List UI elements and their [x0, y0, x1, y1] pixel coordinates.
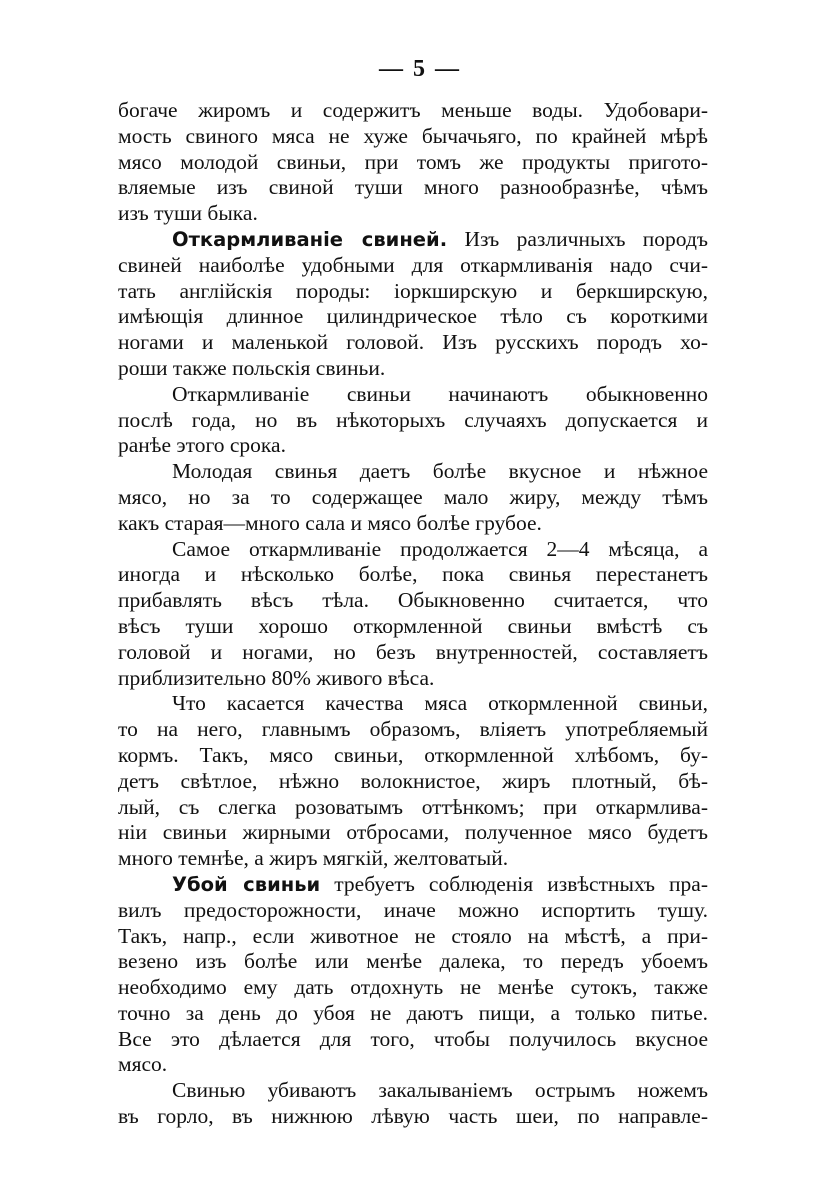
- text-line: мясо.: [118, 1052, 168, 1077]
- text-line: вляемые изъ свиной туши много разнообразнѣе, чѣмъ: [118, 175, 708, 200]
- section-heading: Откармливаніе свиней.: [172, 227, 448, 251]
- text-line: послѣ года, но въ нѣкоторыхъ случаяхъ допускается и: [118, 407, 708, 432]
- text-line: приблизительно 80% живого вѣса.: [118, 665, 435, 690]
- text-line: ногами и маленькой головой. Изъ русскихъ породъ хо-: [118, 330, 708, 355]
- text-line: точно за день до убоя не даютъ пищи, а только питье.: [118, 1000, 708, 1025]
- text-line: имѣющія длинное цилиндрическое тѣло съ короткими: [118, 304, 708, 329]
- text-line: Молодая свинья даетъ болѣе вкусное и нѣжное: [172, 459, 708, 484]
- page-number: — 5 —: [379, 56, 461, 82]
- text-line: Свинью убиваютъ закалываніемъ острымъ ножемъ: [172, 1078, 708, 1103]
- text-run: Изъ различныхъ породъ: [447, 226, 708, 251]
- text-line: тать англійскія породы: іоркширскую и беркширскую,: [118, 278, 708, 303]
- text-line: Откармливаніе свиньи начинаютъ обыкновенно: [172, 381, 708, 406]
- text-line: ранѣе этого срока.: [118, 433, 286, 458]
- text-line: въ горло, въ нижнюю лѣвую часть шеи, по направле-: [118, 1104, 708, 1129]
- text-line: мость свиного мяса не хуже бычачьяго, по крайней мѣрѣ: [118, 123, 708, 148]
- text-line: [118, 872, 708, 898]
- text-line: свиней наиболѣе удобными для откармливанія надо счи-: [118, 252, 708, 277]
- text-line: лый, съ слегка розоватымъ оттѣнкомъ; при откармлива-: [118, 794, 708, 819]
- text-line: Такъ, напр., если животное не стояло на мѣстѣ, а при-: [118, 923, 708, 948]
- text-line: ніи свиньи жирными отбросами, полученное мясо будетъ: [118, 820, 708, 845]
- text-line: какъ старая—много сала и мясо болѣе грубое.: [118, 510, 542, 535]
- text-line: то на него, главнымъ образомъ, вліяетъ употребляемый: [118, 717, 708, 742]
- text-line: мясо, но за то содержащее мало жиру, между тѣмъ: [118, 484, 708, 509]
- text-line: Самое откармливаніе продолжается 2—4 мѣсяца, а: [172, 536, 708, 561]
- text-line: прибавлять вѣсъ тѣла. Обыкновенно считается, что: [118, 588, 708, 613]
- text-line: везено изъ болѣе или менѣе далека, то передъ убоемъ: [118, 949, 708, 974]
- body-text: [118, 98, 708, 1130]
- text-line: головой и ногами, но безъ внутренностей, составляетъ: [118, 639, 708, 664]
- text-line: вилъ предосторожности, иначе можно испортить тушу.: [118, 897, 708, 922]
- text-line: Все это дѣлается для того, чтобы получилось вкусное: [118, 1026, 708, 1051]
- text-line: богаче жиромъ и содержитъ меньше воды. Удобовари-: [118, 98, 708, 122]
- text-line: Что касается качества мяса откормленной свиньи,: [172, 691, 708, 716]
- section-heading: Убой свиньи: [172, 872, 321, 896]
- text-line: иногда и нѣсколько болѣе, пока свинья перестанетъ: [118, 562, 708, 587]
- text-run: требуетъ соблюденія извѣстныхъ пра-: [320, 871, 708, 896]
- text-line: кормъ. Такъ, мясо свиньи, откормленной хлѣбомъ, бу-: [118, 742, 708, 767]
- text-line: необходимо ему дать отдохнуть не менѣе сутокъ, также: [118, 975, 708, 1000]
- text-line: изъ туши быка.: [118, 201, 258, 226]
- text-line: мясо молодой свиньи, при томъ же продукты пригото-: [118, 149, 708, 174]
- text-line: детъ свѣтлое, нѣжно волокнистое, жиръ плотный, бѣ-: [118, 768, 708, 793]
- text-line: вѣсъ туши хорошо откормленной свиньи вмѣстѣ съ: [118, 613, 708, 638]
- text-line: много темнѣе, а жиръ мягкій, желтоватый.: [118, 846, 509, 871]
- text-line: [118, 227, 708, 253]
- text-line: роши также польскія свиньи.: [118, 355, 386, 380]
